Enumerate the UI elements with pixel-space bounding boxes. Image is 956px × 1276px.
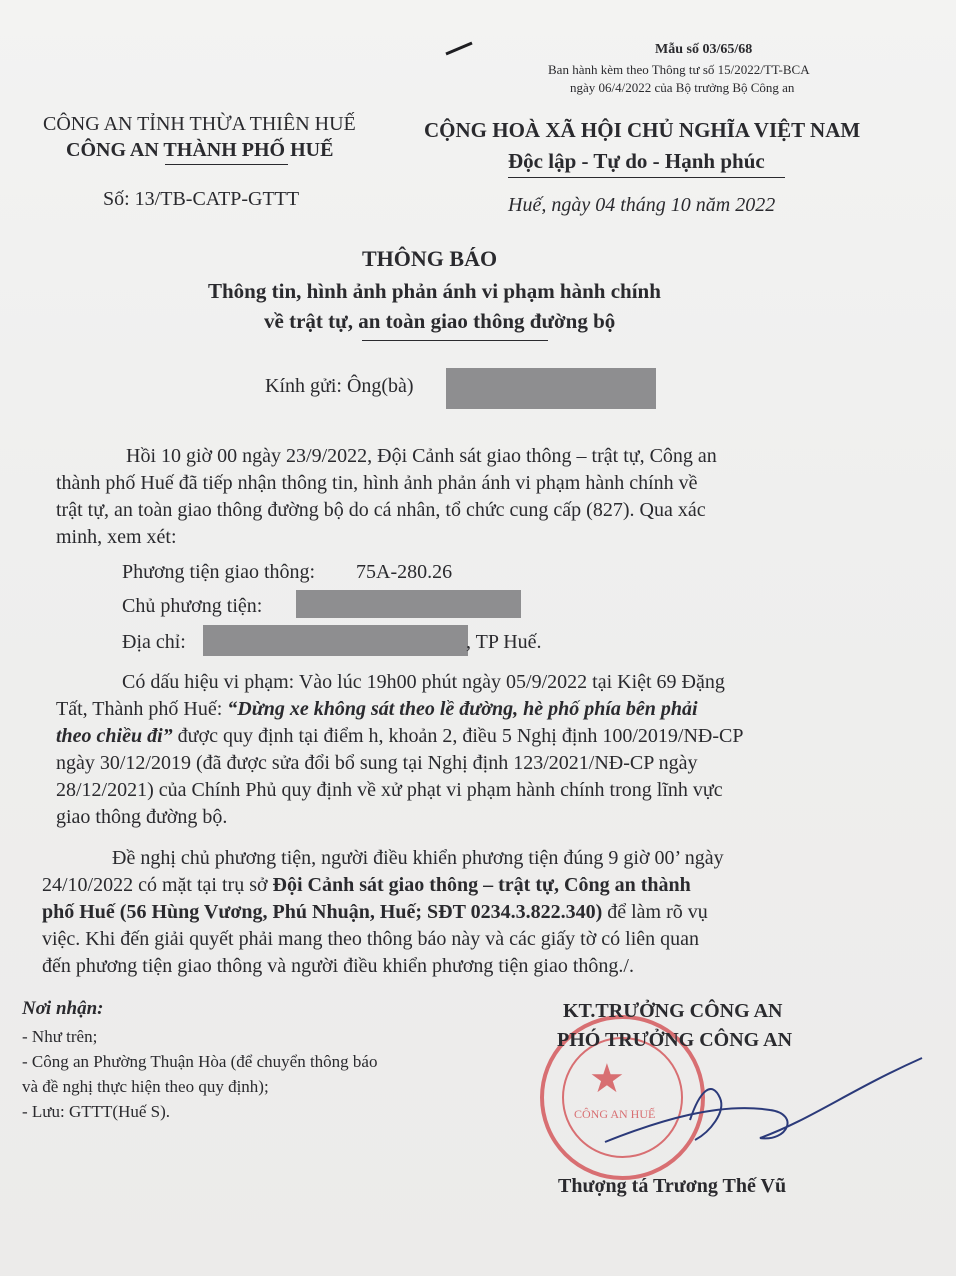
violation-line: Có dấu hiệu vi phạm: Vào lúc 19h00 phút ngày 05/9/2022 tại Kiệt 69 Đặng xyxy=(122,671,725,693)
agency-name: CÔNG AN THÀNH PHỐ HUẾ xyxy=(66,139,334,161)
body-line: Hồi 10 giờ 00 ngày 23/9/2022, Đội Cảnh sát giao thông – trật tự, Công an xyxy=(126,445,717,467)
recipient-item: - Lưu: GTTT(Huế S). xyxy=(22,1102,171,1121)
request-line xyxy=(42,874,691,897)
violation-quote: “Dừng xe không sát theo lề đường, hè phố phía bên phải xyxy=(227,698,698,720)
form-code: Mẫu số 03/65/68 xyxy=(655,42,753,57)
addressee-label: Kính gửi: Ông(bà) xyxy=(265,375,414,397)
owner-label: Chủ phương tiện: xyxy=(122,595,263,617)
violation-regulation: được quy định tại điểm h, khoản 2, điều 5 Nghị định 100/2019/NĐ-CP xyxy=(172,725,744,747)
form-issued-with: Ban hành kèm theo Thông tư số 15/2022/TT-BCA xyxy=(548,62,810,77)
request-office-address: phố Huế (56 Hùng Vương, Phú Nhuận, Huế; SĐT 0234.3.822.340) xyxy=(42,901,603,923)
notice-title: THÔNG BÁO xyxy=(362,246,498,271)
document-number: Số: 13/TB-CATP-GTTT xyxy=(103,188,300,210)
request-prefix: 24/10/2022 có mặt tại trụ sở xyxy=(42,874,273,896)
handwritten-signature xyxy=(600,1050,930,1160)
request-line: việc. Khi đến giải quyết phải mang theo thông báo này và các giấy tờ có liên quan xyxy=(42,928,700,950)
redacted-owner xyxy=(296,590,521,618)
address-label: Địa chỉ: xyxy=(122,631,186,653)
nation-title: CỘNG HOÀ XÃ HỘI CHỦ NGHĨA VIỆT NAM xyxy=(424,118,861,142)
seal-text: CÔNG AN HUẾ xyxy=(574,1107,656,1121)
violation-line: ngày 30/12/2019 (đã được sửa đổi bổ sung tại Nghị định 123/2021/NĐ-CP ngày xyxy=(56,752,698,774)
violation-line xyxy=(56,725,744,748)
form-issued-date: ngày 06/4/2022 của Bộ trưởng Bộ Công an xyxy=(570,80,795,95)
motto-underline xyxy=(508,177,785,178)
recipient-item: và đề nghị thực hiện theo quy định); xyxy=(22,1077,269,1096)
signature-line-1: KT.TRƯỞNG CÔNG AN xyxy=(563,1000,783,1022)
nation-motto: Độc lập - Tự do - Hạnh phúc xyxy=(508,149,765,173)
address-suffix: , TP Huế. xyxy=(466,631,542,653)
vehicle-plate: 75A-280.26 xyxy=(356,561,453,583)
request-office: Đội Cảnh sát giao thông – trật tự, Công an thành xyxy=(272,874,691,896)
notice-subtitle-2: về trật tự, an toàn giao thông đường bộ xyxy=(264,309,616,333)
recipients-title: Nơi nhận: xyxy=(22,998,104,1019)
notice-subtitle-1: Thông tin, hình ảnh phản ánh vi phạm hành chính xyxy=(208,279,661,303)
recipient-item: - Công an Phường Thuận Hòa (để chuyển thông báo xyxy=(22,1052,378,1071)
title-underline xyxy=(362,340,548,341)
violation-line xyxy=(56,698,698,721)
recipient-item: - Như trên; xyxy=(22,1027,98,1046)
request-line xyxy=(42,901,708,924)
body-line: minh, xem xét: xyxy=(56,526,177,548)
request-line: đến phương tiện giao thông và người điều khiển phương tiện giao thông./. xyxy=(42,955,634,977)
agency-underline xyxy=(165,164,288,165)
violation-prefix: Tất, Thành phố Huế: xyxy=(56,698,228,720)
body-line: trật tự, an toàn giao thông đường bộ do cá nhân, tổ chức cung cấp (827). Qua xác xyxy=(56,499,706,521)
agency-parent: CÔNG AN TỈNH THỪA THIÊN HUẾ xyxy=(43,113,356,135)
redacted-address xyxy=(203,625,468,656)
redacted-addressee xyxy=(446,368,656,409)
violation-line: giao thông đường bộ. xyxy=(56,806,228,828)
pen-mark xyxy=(444,40,474,56)
vehicle-label: Phương tiện giao thông: xyxy=(122,561,316,583)
body-line: thành phố Huế đã tiếp nhận thông tin, hình ảnh phản ánh vi phạm hành chính về xyxy=(56,472,698,494)
place-date: Huế, ngày 04 tháng 10 năm 2022 xyxy=(508,194,776,216)
star-icon: ★ xyxy=(589,1056,625,1101)
request-purpose: để làm rõ vụ xyxy=(602,901,708,923)
signature-line-2: PHÓ TRƯỞNG CÔNG AN xyxy=(557,1029,793,1051)
request-line: Đề nghị chủ phương tiện, người điều khiển phương tiện đúng 9 giờ 00’ ngày xyxy=(112,847,724,869)
violation-quote-end: theo chiều đi” xyxy=(56,725,173,747)
signer-name: Thượng tá Trương Thế Vũ xyxy=(558,1175,787,1197)
violation-line: 28/12/2021) của Chính Phủ quy định về xử phạt vi phạm hành chính trong lĩnh vực xyxy=(56,779,723,801)
